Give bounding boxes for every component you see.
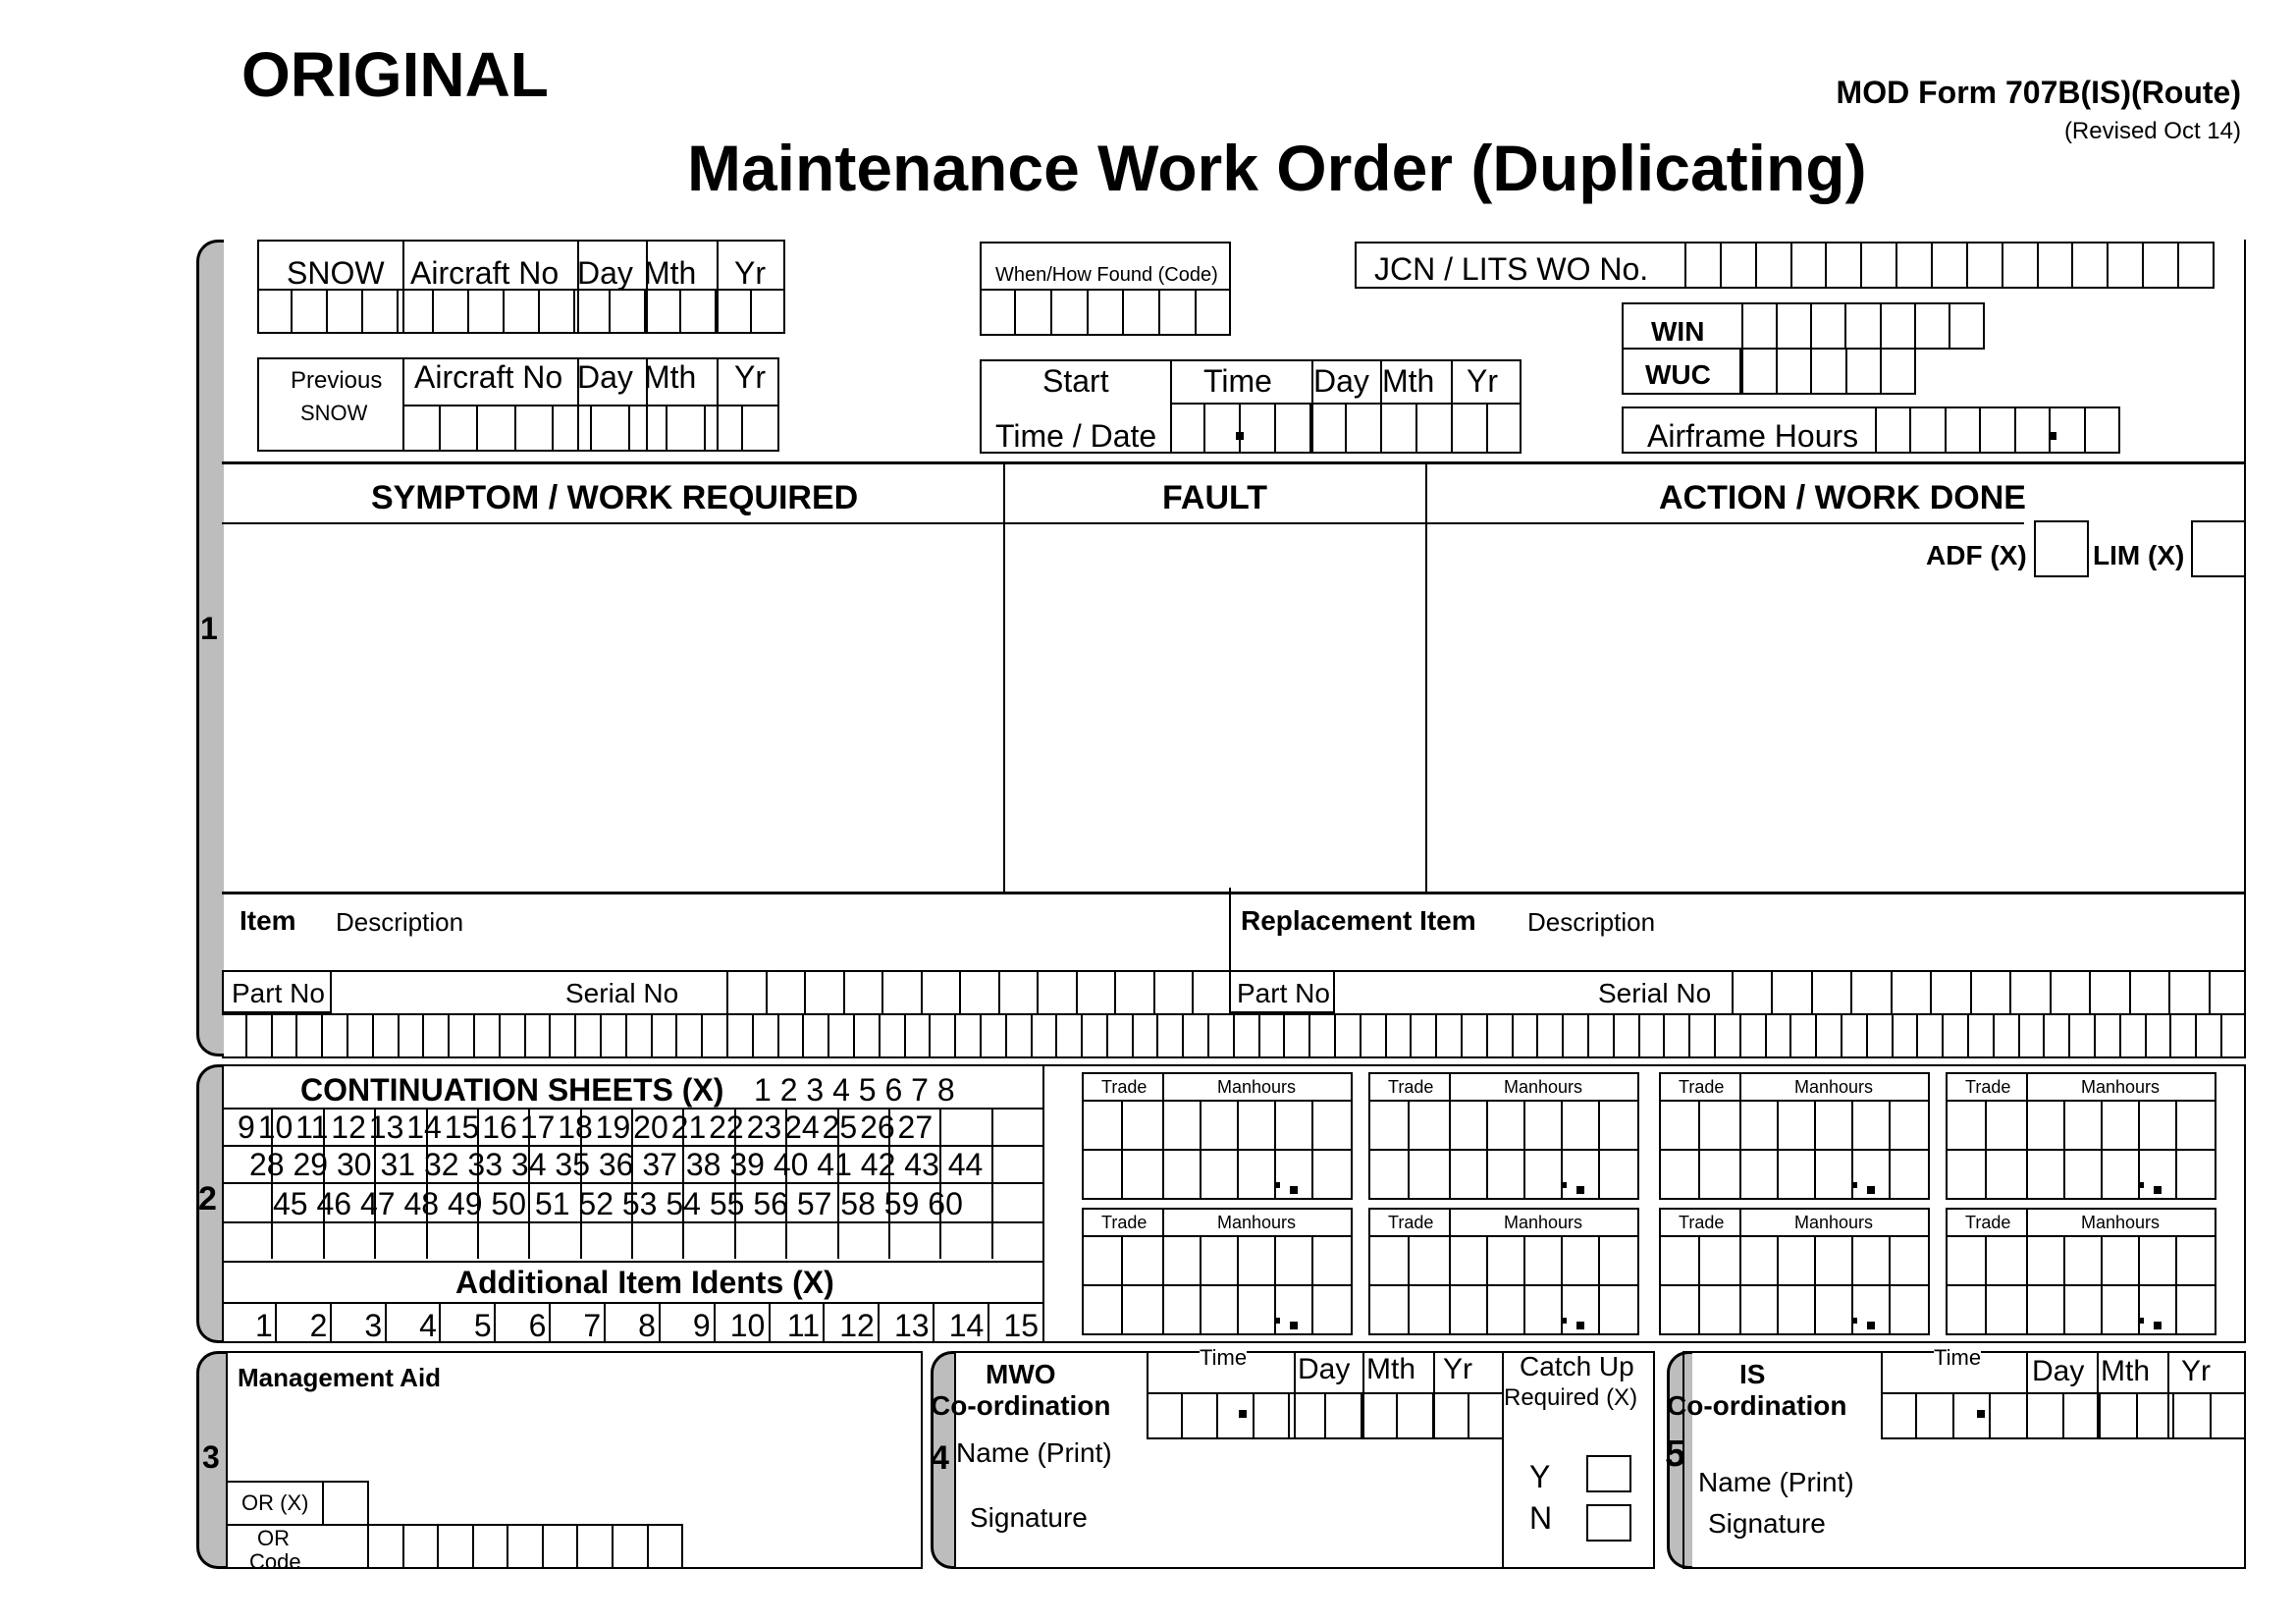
mwo-mth-label: Mth [1366,1353,1416,1385]
previous-snow-label: SNOW [300,401,368,425]
start-mth-label: Mth [1382,363,1435,399]
code-label: Code [249,1549,301,1574]
day-label: Day [577,255,633,291]
win-cells[interactable] [1743,304,1983,348]
mwo-name-print-label: Name (Print) [956,1437,1112,1468]
item-part-no-label: Part No [232,978,325,1008]
symptom-work-required-area[interactable] [224,524,1001,890]
mwo-label: MWO [986,1359,1056,1389]
mwo-time-label: Time [1200,1345,1248,1370]
mwo-day-label: Day [1298,1353,1351,1385]
manhours-decimal-dot [2154,1322,2162,1329]
catch-up-y-checkbox[interactable] [1586,1455,1631,1492]
section-5-number: 5 [1665,1434,1686,1475]
revision-date: (Revised Oct 14) [2063,118,2241,144]
is-yr-label: Yr [2181,1355,2211,1387]
trade-manhours-box-4[interactable] [1946,1072,2216,1200]
wuc-cells[interactable] [1743,350,1914,393]
trade-manhours-box-2[interactable] [1368,1072,1639,1200]
time-date-label: Time / Date [995,418,1157,454]
time-separator-dot [1236,432,1244,440]
trade-manhours-box-8[interactable] [1946,1208,2216,1335]
manhours-decimal-dot [1576,1186,1584,1194]
manhours-decimal-dot [2138,1318,2144,1324]
catch-up-required-label: Required (X) [1504,1384,1638,1411]
replacement-part-no-label: Part No [1237,978,1330,1008]
fault-area[interactable] [1007,524,1423,890]
section-4-number: 4 [931,1439,949,1477]
manhours-decimal-dot [1561,1182,1567,1188]
trade-label: Trade [1101,1077,1148,1097]
is-day-label: Day [2032,1355,2085,1387]
is-coordination-label: Co-ordination [1667,1390,1847,1421]
item-description-label: Description [336,907,464,937]
manhours-decimal-dot [1867,1186,1875,1194]
previous-mth-label: Mth [644,359,697,395]
ident-4[interactable]: 4 [419,1308,437,1343]
is-time-date-cells[interactable] [1881,1394,2246,1437]
previous-label: Previous [291,367,383,394]
is-label: IS [1739,1359,1766,1389]
section-1-number: 1 [200,611,218,646]
mwo-time-dot [1239,1410,1247,1418]
manhours-decimal-dot [1851,1318,1857,1324]
manhours-label: Manhours [1504,1213,1583,1232]
mwo-time-date-cells[interactable] [1147,1394,1504,1437]
previous-yr-label: Yr [734,359,766,395]
is-signature-field[interactable] [1865,1502,2238,1563]
ident-2[interactable]: 2 [309,1308,328,1343]
ident-15[interactable]: 15 [1003,1308,1040,1343]
trade-manhours-box-6[interactable] [1368,1208,1639,1335]
item-serial-no-cells-top[interactable] [726,970,1231,1013]
continuation-row-3[interactable]: 45 46 47 48 49 50 51 52 53 54 55 56 57 58 59 60 [273,1186,963,1221]
management-aid-area[interactable] [236,1398,913,1481]
previous-aircraft-no-label: Aircraft No [414,359,563,395]
replacement-description-label: Description [1527,907,1656,937]
management-aid-label: Management Aid [238,1363,442,1392]
airframe-hours-label: Airframe Hours [1647,418,1859,454]
trade-label: Trade [1388,1077,1434,1097]
mwo-signature-label: Signature [970,1502,1088,1533]
replacement-serial-no-label: Serial No [1598,978,1712,1008]
manhours-label: Manhours [2081,1213,2161,1232]
when-how-found-cells[interactable] [980,291,1231,334]
trade-label: Trade [1101,1213,1148,1232]
manhours-label: Manhours [1794,1213,1874,1232]
manhours-label: Manhours [1217,1077,1297,1097]
trade-label: Trade [1679,1213,1725,1232]
ident-9[interactable]: 9 [692,1308,711,1343]
manhours-decimal-dot [1274,1182,1280,1188]
manhours-label: Manhours [2081,1077,2161,1097]
trade-manhours-box-1[interactable] [1082,1072,1353,1200]
is-time-dot [1977,1410,1985,1418]
start-day-label: Day [1313,363,1369,399]
catch-up-n-checkbox[interactable] [1586,1504,1631,1542]
mwo-coordination-label: Co-ordination [931,1390,1111,1421]
lim-label: LIM (X) [2093,540,2185,570]
trade-label: Trade [1965,1077,2011,1097]
or-code-cells[interactable] [367,1524,683,1569]
manhours-decimal-dot [1576,1322,1584,1329]
start-time-date-cells[interactable] [1170,405,1522,452]
section-1-right-border [2244,240,2246,1056]
action-work-done-header: ACTION / WORK DONE [1659,479,2026,516]
is-signature-label: Signature [1708,1508,1826,1539]
catch-up-label: Catch Up [1520,1351,1634,1381]
trade-manhours-box-3[interactable] [1659,1072,1930,1200]
ident-13[interactable]: 13 [893,1308,930,1343]
lim-checkbox[interactable] [2191,520,2246,577]
or-x-checkbox[interactable] [322,1481,369,1526]
manhours-decimal-dot [1290,1186,1298,1194]
section-2-number: 2 [198,1180,217,1218]
wuc-label: WUC [1645,359,1711,390]
ident-7[interactable]: 7 [583,1308,602,1343]
trade-label: Trade [1388,1213,1434,1232]
ident-1[interactable]: 1 [254,1308,273,1343]
or-label: OR [257,1526,290,1550]
ident-3[interactable]: 3 [364,1308,383,1343]
airframe-hours-cells[interactable] [1877,408,2118,452]
trade-label: Trade [1679,1077,1725,1097]
replacement-serial-no-cells-top[interactable] [1732,970,2248,1013]
original-label: ORIGINAL [241,39,549,110]
additional-idents-row[interactable] [222,1304,1042,1343]
manhours-label: Manhours [1504,1077,1583,1097]
jcn-lits-wo-cells[interactable] [1686,244,2213,287]
trade-manhours-box-5[interactable] [1082,1208,1353,1335]
when-how-found-label: When/How Found (Code) [995,264,1218,286]
ident-6[interactable]: 6 [528,1308,547,1343]
ident-14[interactable]: 14 [948,1308,985,1343]
form-title: Maintenance Work Order (Duplicating) [687,132,1867,204]
section-3-number: 3 [202,1439,220,1475]
catch-up-y-label: Y [1529,1459,1551,1494]
continuation-sheets-label: CONTINUATION SHEETS (X) [300,1072,724,1108]
ident-12[interactable]: 12 [839,1308,875,1343]
symptom-work-required-header: SYMPTOM / WORK REQUIRED [371,479,859,516]
mwo-name-field[interactable] [1117,1443,1494,1490]
ident-8[interactable]: 8 [638,1308,656,1343]
aircraft-no-label: Aircraft No [410,255,560,291]
previous-snow-entry-cells[interactable] [402,406,779,450]
mwo-yr-label: Yr [1443,1353,1472,1385]
manhours-decimal-dot [1274,1318,1280,1324]
part-serial-entry-cells[interactable] [222,1015,2246,1056]
manhours-decimal-dot [1851,1182,1857,1188]
adf-checkbox[interactable] [2034,520,2089,577]
section-1-tab [196,240,224,1056]
continuation-row-1[interactable]: 9 10 11 12 13 14 15 16 17 18 19 20 21 22 23 24 25 26 27 [238,1110,934,1145]
catch-up-n-label: N [1529,1500,1553,1536]
ident-11[interactable]: 11 [786,1308,821,1343]
or-x-label: OR (X) [241,1490,309,1515]
additional-item-idents-label: Additional Item Idents (X) [455,1265,834,1300]
manhours-label: Manhours [1217,1213,1297,1232]
continuation-row-0[interactable]: 1 2 3 4 5 6 7 8 [754,1072,955,1108]
manhours-decimal-dot [1290,1322,1298,1329]
adf-label: ADF (X) [1926,540,2027,570]
trade-label: Trade [1965,1213,2011,1232]
manhours-decimal-dot [2154,1186,2162,1194]
snow-label: SNOW [287,255,385,291]
manhours-label: Manhours [1794,1077,1874,1097]
trade-manhours-box-7[interactable] [1659,1208,1930,1335]
previous-day-label: Day [577,359,633,395]
start-time-label: Time [1203,363,1272,399]
is-name-field[interactable] [1865,1451,2238,1498]
manhours-decimal-dot [2138,1182,2144,1188]
is-time-label: Time [1934,1345,1982,1370]
mth-label: Mth [644,255,697,291]
replacement-description-field[interactable] [1669,895,2242,968]
yr-label: Yr [734,255,766,291]
start-label: Start [1042,363,1109,399]
action-work-done-area[interactable] [1429,579,2244,890]
airframe-hours-decimal-dot [2049,432,2056,440]
start-yr-label: Yr [1467,363,1498,399]
win-label: WIN [1651,316,1705,347]
is-mth-label: Mth [2101,1355,2151,1387]
mwo-signature-field[interactable] [1117,1498,1494,1561]
continuation-row-2[interactable]: 28 29 30 31 32 33 34 35 36 37 38 39 40 41 42 43 44 [249,1147,984,1182]
ident-5[interactable]: 5 [473,1308,492,1343]
ident-10[interactable]: 10 [729,1308,766,1343]
item-label: Item [240,905,296,936]
manhours-decimal-dot [1867,1322,1875,1329]
item-description-field[interactable] [471,895,1225,968]
snow-entry-cells[interactable] [257,291,785,332]
manhours-decimal-dot [1561,1318,1567,1324]
form-reference: MOD Form 707B(IS)(Route) [1836,75,2241,110]
fault-header: FAULT [1162,479,1268,516]
replacement-item-label: Replacement Item [1241,905,1476,936]
is-name-print-label: Name (Print) [1698,1467,1854,1497]
jcn-lits-wo-label: JCN / LITS WO No. [1374,251,1649,287]
item-serial-no-label: Serial No [565,978,679,1008]
